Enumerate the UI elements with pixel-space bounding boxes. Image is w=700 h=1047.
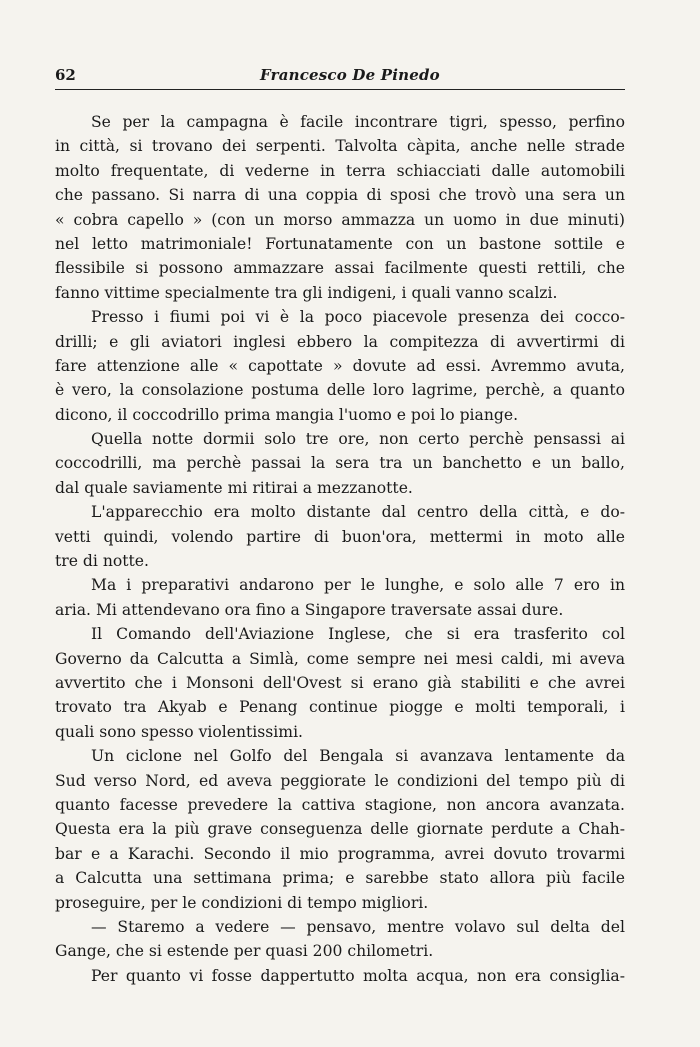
text-line: coccodrilli, ma perchè passai la sera tra un banchetto e un ballo, — [55, 454, 625, 473]
text-line: è vero, la consolazione postuma delle loro lagrime, perchè, a quanto — [55, 381, 625, 400]
text-line: molto frequentate, di vederne in terra schiacciati dalle automobili — [55, 161, 625, 180]
text-line: Se per la campagna è facile incontrare tigri, spesso, perfino — [91, 113, 625, 131]
text-line: L'apparecchio era molto distante dal centro della città, e do- — [91, 503, 625, 522]
text-line: proseguire, per le condizioni di tempo migliori. — [55, 893, 429, 912]
text-line: nel letto matrimoniale! Fortunatamente con un bastone sottile e — [55, 234, 625, 253]
text-line: Un ciclone nel Golfo del Bengala si avanzava lentamente da — [91, 747, 625, 766]
text-line: — Staremo a vedere — pensavo, mentre volavo sul delta del — [91, 917, 625, 936]
page-number: 62 — [55, 66, 76, 84]
text-line: quali sono spesso violentissimi. — [55, 722, 304, 741]
text-line: Sud verso Nord, ed aveva peggiorate le condizioni del tempo più di — [55, 771, 625, 790]
text-line: che passano. Si narra di una coppia di sposi che trovò una sera un — [55, 186, 625, 205]
text-line: tre di notte. — [55, 552, 149, 571]
text-line: bar e a Karachi. Secondo il mio programma, avrei dovuto trovarmi — [55, 844, 625, 863]
text-line: dicono, il coccodrillo prima mangia l'uomo e poi lo piange. — [55, 405, 519, 424]
page-header — [55, 66, 625, 88]
header-rule — [55, 89, 625, 90]
text-line: trovato tra Akyab e Penang continue piogge e molti temporali, i — [55, 698, 625, 717]
text-line: fanno vittime specialmente tra gli indigeni, i quali vanno scalzi. — [55, 283, 558, 302]
text-line: avvertito che i Monsoni dell'Ovest si erano già stabiliti e che avrei — [55, 673, 625, 692]
running-head: Francesco De Pinedo — [260, 66, 440, 84]
text-line: quanto facesse prevedere la cattiva stagione, non ancora avanzata. — [55, 795, 625, 814]
text-line: Presso i fiumi poi vi è la poco piacevole presenza dei cocco- — [91, 308, 625, 327]
text-line: Governo da Calcutta a Simlà, come sempre nei mesi caldi, mi aveva — [55, 649, 625, 668]
text-line: Gange, che si estende per quasi 200 chilometri. — [55, 942, 434, 961]
text-line: drilli; e gli aviatori inglesi ebbero la compitezza di avvertirmi di — [55, 332, 625, 351]
body-text — [55, 110, 625, 988]
text-line: fare attenzione alle « capottate » dovute ad essi. Avremmo avuta, — [55, 356, 625, 375]
text-line: a Calcutta una settimana prima; e sarebbe stato allora più facile — [55, 869, 625, 888]
text-line: Quella notte dormii solo tre ore, non certo perchè pensassi ai — [91, 430, 625, 449]
text-line: « cobra capello » (con un morso ammazza un uomo in due minuti) — [55, 210, 625, 229]
text-line: Il Comando dell'Aviazione Inglese, che si era trasferito col — [91, 625, 625, 644]
text-line: Questa era la più grave conseguenza delle giornate perdute a Chah- — [55, 820, 625, 839]
text-line: in città, si trovano dei serpenti. Talvolta càpita, anche nelle strade — [55, 137, 625, 156]
text-line: Per quanto vi fosse dappertutto molta acqua, non era consiglia- — [91, 966, 625, 985]
text-line: Ma i preparativi andarono per le lunghe, e solo alle 7 ero in — [91, 576, 625, 595]
text-line: dal quale saviamente mi ritirai a mezzanotte. — [55, 478, 413, 497]
text-line: aria. Mi attendevano ora fino a Singapore traversate assai dure. — [55, 600, 564, 619]
text-line: flessibile si possono ammazzare assai facilmente questi rettili, che — [55, 259, 625, 278]
text-line: vetti quindi, volendo partire di buon'ora, mettermi in moto alle — [55, 527, 625, 546]
